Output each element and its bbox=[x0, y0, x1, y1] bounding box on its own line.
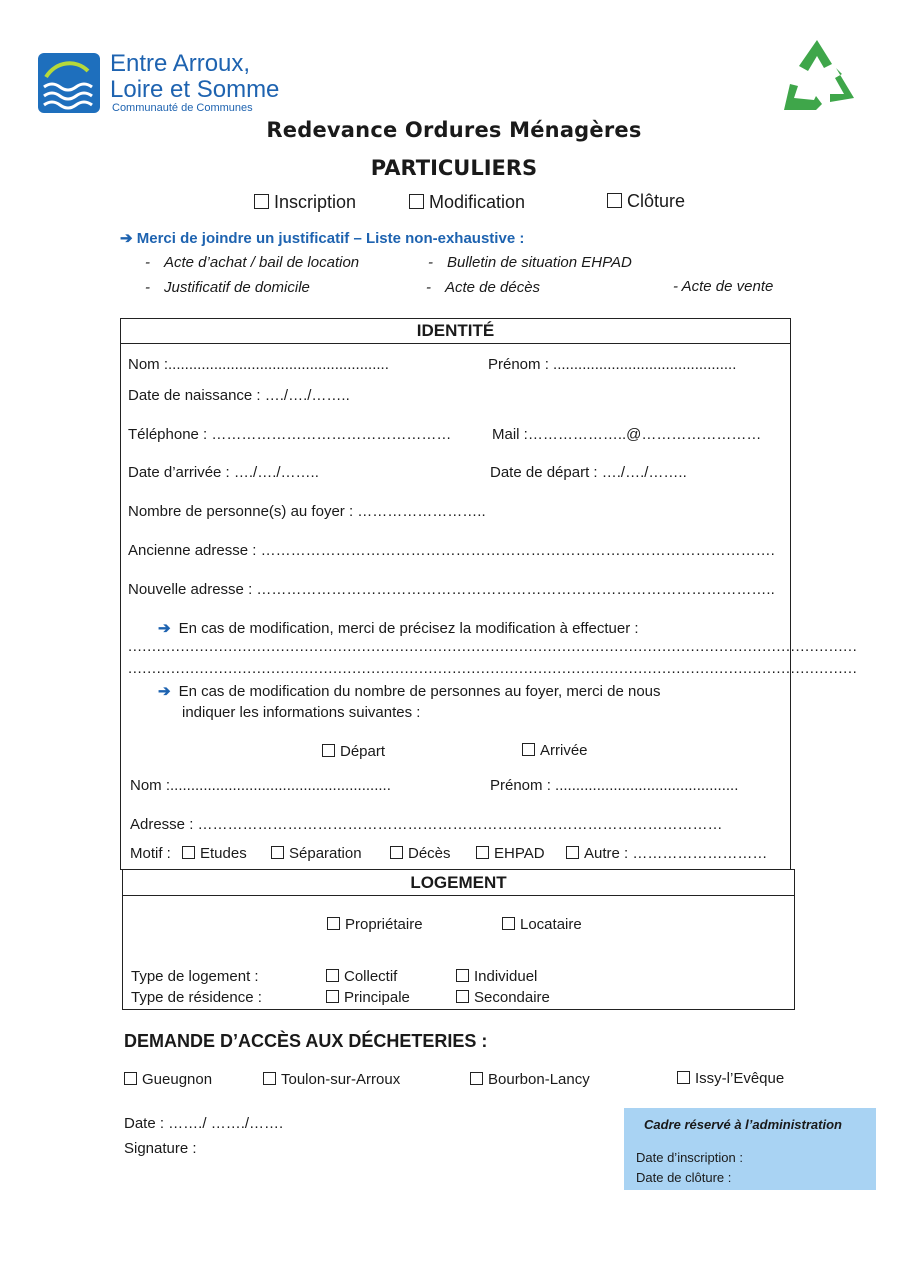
checkbox-separation[interactable]: Séparation bbox=[271, 845, 362, 862]
checkbox-individuel[interactable]: Individuel bbox=[456, 968, 537, 985]
arrow-right-icon: ➔ bbox=[158, 620, 171, 637]
departure-date-field[interactable]: Date de départ : …./…./…….. bbox=[490, 464, 687, 481]
checkbox-box[interactable] bbox=[263, 1072, 276, 1085]
checkbox-modification[interactable]: Modification bbox=[409, 192, 525, 213]
checkbox-box[interactable] bbox=[390, 846, 403, 859]
identite-heading: IDENTITÉ bbox=[120, 318, 791, 344]
decheteries-heading: DEMANDE D’ACCÈS AUX DÉCHETERIES : bbox=[124, 1031, 488, 1051]
checkbox-bourbon[interactable]: Bourbon-Lancy bbox=[470, 1071, 590, 1088]
checkbox-ehpad[interactable]: EHPAD bbox=[476, 845, 545, 862]
justificatif-item: - Acte de vente bbox=[673, 278, 774, 295]
arrival-date-field[interactable]: Date d’arrivée : …./…./…….. bbox=[128, 464, 319, 481]
org-name-line2: Loire et Somme bbox=[110, 76, 280, 103]
type-residence-label: Type de résidence : bbox=[131, 989, 262, 1006]
checkbox-box[interactable] bbox=[677, 1071, 690, 1084]
checkbox-box[interactable] bbox=[470, 1072, 483, 1085]
date-field[interactable]: Date : ……./ ……./……. bbox=[124, 1115, 284, 1132]
modification-line-2[interactable]: ......................................................................................................................................................... bbox=[128, 660, 858, 677]
checkbox-secondaire[interactable]: Secondaire bbox=[456, 989, 550, 1006]
checkbox-gueugnon[interactable]: Gueugnon bbox=[124, 1071, 212, 1088]
checkbox-collectif[interactable]: Collectif bbox=[326, 968, 397, 985]
new-address-field[interactable]: Nouvelle adresse : ………………………………………………………………………………………….. bbox=[128, 581, 775, 598]
nom-field-2[interactable]: Nom :..................................................... bbox=[130, 777, 391, 794]
checkbox-box[interactable] bbox=[271, 846, 284, 859]
modification-note: ➔ En cas de modification, merci de précisez la modification à effectuer : bbox=[158, 620, 639, 637]
form-title: Redevance Ordures Ménagères bbox=[266, 118, 642, 142]
prenom-field[interactable]: Prénom : ............................................ bbox=[488, 356, 737, 373]
household-change-note-2: indiquer les informations suivantes : bbox=[182, 704, 421, 721]
justificatif-item: - Acte d’achat / bail de location bbox=[145, 254, 360, 271]
checkbox-inscription[interactable]: Inscription bbox=[254, 192, 356, 213]
checkbox-box[interactable] bbox=[522, 743, 535, 756]
checkbox-deces[interactable]: Décès bbox=[390, 845, 451, 862]
checkbox-box[interactable] bbox=[254, 194, 269, 209]
justificatif-item: - Justificatif de domicile bbox=[145, 279, 310, 296]
justificatif-heading: ➔ Merci de joindre un justificatif – Liste non-exhaustive : bbox=[120, 230, 525, 247]
modification-line-1[interactable]: ......................................................................................................................................................... bbox=[128, 638, 858, 655]
arrow-right-icon: ➔ bbox=[120, 230, 137, 247]
checkbox-box[interactable] bbox=[326, 990, 339, 1003]
checkbox-box[interactable] bbox=[124, 1072, 137, 1085]
checkbox-principale[interactable]: Principale bbox=[326, 989, 410, 1006]
checkbox-box[interactable] bbox=[607, 193, 622, 208]
prenom-field-2[interactable]: Prénom : ............................................ bbox=[490, 777, 739, 794]
checkbox-autre[interactable]: Autre : ……………………… bbox=[566, 845, 767, 862]
phone-field[interactable]: Téléphone : ………………………………………… bbox=[128, 426, 452, 443]
arrow-right-icon: ➔ bbox=[158, 683, 171, 700]
type-logement-label: Type de logement : bbox=[131, 968, 259, 985]
checkbox-arrivee[interactable]: Arrivée bbox=[522, 742, 588, 759]
signature-field[interactable]: Signature : bbox=[124, 1140, 197, 1157]
checkbox-box[interactable] bbox=[456, 969, 469, 982]
checkbox-etudes[interactable]: Etudes bbox=[182, 845, 247, 862]
form-subtitle: PARTICULIERS bbox=[370, 156, 538, 180]
nom-field[interactable]: Nom :..................................................... bbox=[128, 356, 389, 373]
checkbox-toulon[interactable]: Toulon-sur-Arroux bbox=[263, 1071, 400, 1088]
checkbox-box[interactable] bbox=[409, 194, 424, 209]
checkbox-box[interactable] bbox=[566, 846, 579, 859]
org-name-line1: Entre Arroux, bbox=[110, 50, 251, 77]
old-address-field[interactable]: Ancienne adresse : …………………………………………………………………………………………. bbox=[128, 542, 775, 559]
motif-label: Motif : bbox=[130, 845, 171, 862]
org-subtitle: Communauté de Communes bbox=[112, 102, 253, 114]
household-size-field[interactable]: Nombre de personne(s) au foyer : …………………….. bbox=[128, 503, 486, 520]
admin-title: Cadre réservé à l’administration bbox=[644, 1117, 842, 1132]
checkbox-box[interactable] bbox=[326, 969, 339, 982]
checkbox-proprietaire[interactable]: Propriétaire bbox=[327, 916, 423, 933]
checkbox-box[interactable] bbox=[456, 990, 469, 1003]
checkbox-box[interactable] bbox=[322, 744, 335, 757]
checkbox-box[interactable] bbox=[182, 846, 195, 859]
address-field[interactable]: Adresse : …………………………………………………………………………………………… bbox=[130, 816, 723, 833]
org-logo bbox=[38, 53, 100, 118]
justificatif-item: - Acte de décès bbox=[426, 279, 541, 296]
checkbox-box[interactable] bbox=[502, 917, 515, 930]
checkbox-issy[interactable]: Issy-l’Evêque bbox=[677, 1070, 784, 1087]
waves-logo-icon bbox=[38, 53, 100, 113]
admin-cloture-date: Date de clôture : bbox=[636, 1170, 732, 1185]
justificatif-item: - Bulletin de situation EHPAD bbox=[428, 254, 632, 271]
checkbox-locataire[interactable]: Locataire bbox=[502, 916, 582, 933]
admin-box bbox=[624, 1108, 876, 1190]
admin-inscription-date: Date d’inscription : bbox=[636, 1150, 743, 1165]
household-change-note: ➔ En cas de modification du nombre de personnes au foyer, merci de nous bbox=[158, 683, 661, 700]
checkbox-cloture[interactable]: Clôture bbox=[607, 191, 685, 212]
mail-field[interactable]: Mail :………………..@…………………… bbox=[492, 426, 762, 443]
motif-row bbox=[130, 845, 171, 862]
logement-heading: LOGEMENT bbox=[122, 869, 795, 896]
recycle-icon bbox=[778, 38, 856, 117]
birthdate-field[interactable]: Date de naissance : …./…./…….. bbox=[128, 387, 350, 404]
checkbox-depart[interactable]: Départ bbox=[322, 743, 385, 760]
checkbox-box[interactable] bbox=[327, 917, 340, 930]
checkbox-box[interactable] bbox=[476, 846, 489, 859]
